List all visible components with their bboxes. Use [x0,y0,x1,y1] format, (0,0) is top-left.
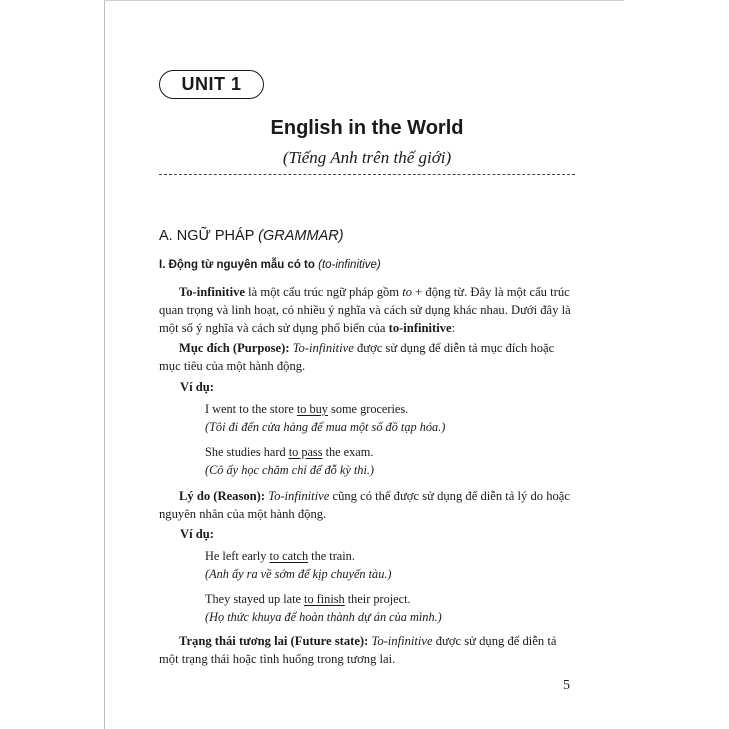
reason-paragraph: Lý do (Reason): To-infinitive cũng có thể được sử dụng để diễn tả lý do hoặc nguyên nhân của một hành động. [159,489,570,521]
section-heading-grammar: A. NGỮ PHÁP (GRAMMAR) [159,228,344,244]
example-label: Ví dụ: [180,527,214,541]
example-vietnamese: (Anh ấy ra về sớm để kịp chuyến tàu.) [205,566,392,581]
example-vietnamese: (Cô ấy học chăm chỉ để đỗ kỳ thi.) [205,462,375,477]
title-divider [159,174,575,175]
unit-label: UNIT 1 [181,74,242,94]
example-vietnamese: (Họ thức khuya để hoàn thành dự án của mình.) [205,609,442,624]
unit-subtitle: (Tiếng Anh trên thế giới) [282,148,452,167]
example-vietnamese: (Tôi đi đến cửa hàng để mua một số đồ tạp hóa.) [205,419,446,434]
future-paragraph: Trạng thái tương lai (Future state): To-infinitive được sử dụng để diễn tả một trạng thái hoặc tình huống trong tương lai. [159,634,557,666]
page-top-edge [104,0,624,1]
example-item [205,401,445,436]
unit-title: English in the World [270,117,464,139]
example-english: I went to the store to buy some groceries. [205,402,409,416]
subsection-heading-to-infinitive: I. Động từ nguyên mẫu có to (to-infinitive) [159,259,381,271]
intro-paragraph: To-infinitive là một cấu trúc ngữ pháp gồm to + động từ. Đây là một cấu trúc quan trọng và linh hoạt, có nhiều ý nghĩa và cách sử dụng khác nhau. Dưới đây là một số ý nghĩa và cách sử dụng phổ biến của to-infinitive: [159,285,571,335]
purpose-paragraph: Mục đích (Purpose): To-infinitive được sử dụng để diễn tả mục đích hoặc mục tiêu của một hành động. [159,341,555,373]
page-gutter-line [104,0,105,729]
example-english: She studies hard to pass the exam. [205,445,374,459]
unit-badge [159,70,264,99]
page-number: 5 [563,678,570,693]
example-item [205,444,374,479]
example-english: He left early to catch the train. [205,549,355,563]
example-item [205,591,442,626]
example-english: They stayed up late to finish their project. [205,592,411,606]
example-label: Ví dụ: [180,380,214,394]
example-item [205,548,392,583]
